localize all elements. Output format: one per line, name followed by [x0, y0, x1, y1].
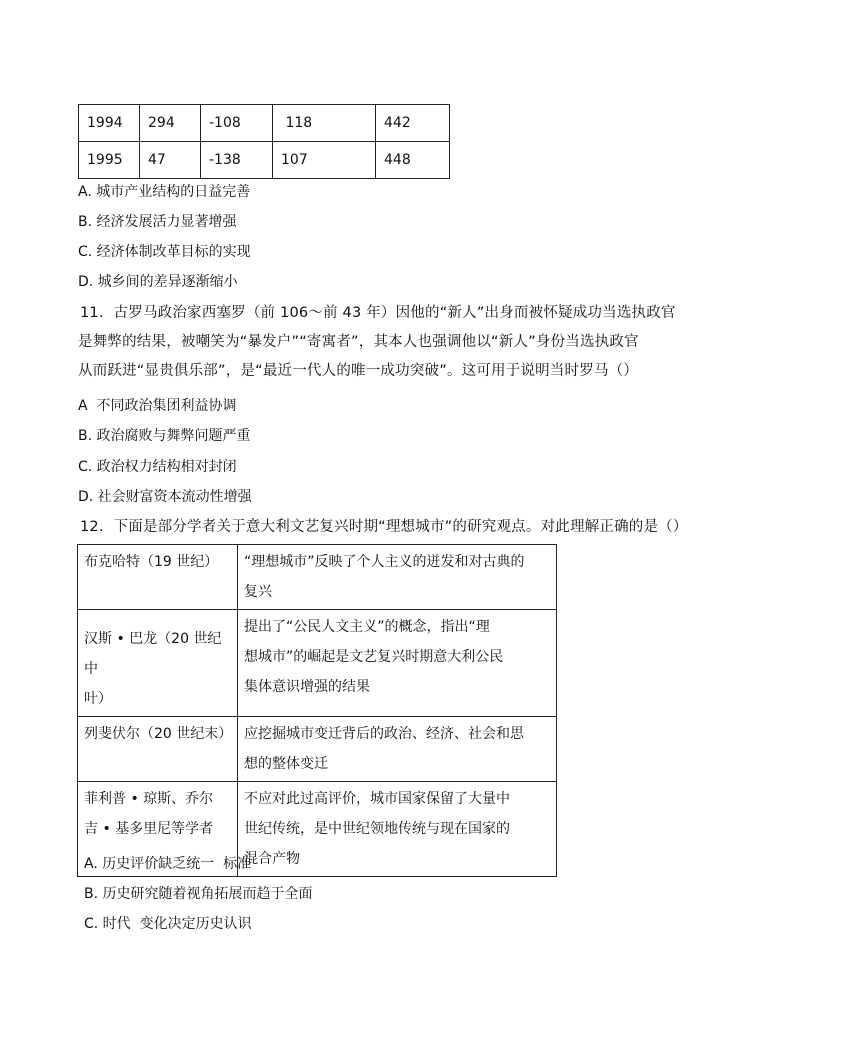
- table-cell: 294: [140, 105, 201, 142]
- view-cell: 不应对此过高评价，城市国家保留了大量中 世纪传统，是中世纪领地传统与现在国家的 混合产物: [238, 782, 557, 877]
- table-cell: -108: [201, 105, 273, 142]
- scholar-views-table: [77, 544, 557, 877]
- q10-option-c: C. 经济体制改革目标的实现: [78, 244, 251, 260]
- table-cell: 1994: [79, 105, 140, 142]
- q12-option-b: B. 历史研究随着视角拓展而趋于全面: [84, 886, 313, 902]
- q11-option-c: C. 政治权力结构相对封闭: [78, 459, 237, 475]
- table-row: [78, 717, 557, 782]
- q12-stem: 12．下面是部分学者关于意大利文艺复兴时期“理想城市”的研究观点。对此理解正确的是（）: [80, 519, 688, 535]
- q11-stem-line-1: 11．古罗马政治家西塞罗（前 106～前 43 年）因他的“新人”出身而被怀疑成功当选执政官: [80, 305, 676, 321]
- table-row: [78, 545, 557, 610]
- table-cell: 47: [140, 142, 201, 179]
- q11-option-a: A 不同政治集团利益协调: [78, 398, 237, 414]
- table-cell: 1995: [79, 142, 140, 179]
- table-row: [79, 142, 450, 179]
- q11-stem-line-2: 是舞弊的结果，被嘲笑为“暴发户”“寄寓者”，其本人也强调他以“新人”身份当选执政官: [78, 334, 639, 350]
- table-cell: -138: [201, 142, 273, 179]
- table-cell: 118: [273, 105, 376, 142]
- scholar-cell: 列斐伏尔（20 世纪末）: [78, 717, 238, 782]
- q11-option-b: B. 政治腐败与舞弊问题严重: [78, 428, 251, 444]
- view-cell: 提出了“公民人文主义”的概念，指出“理 想城市”的崛起是文艺复兴时期意大利公民 集体意识增强的结果: [238, 610, 557, 717]
- view-cell: 应挖掘城市变迁背后的政治、经济、社会和思 想的整体变迁: [238, 717, 557, 782]
- table-row: [79, 105, 450, 142]
- table-row: [78, 610, 557, 717]
- q10-option-b: B. 经济发展活力显著增强: [78, 214, 237, 230]
- scholar-cell: 布克哈特（19 世纪）: [78, 545, 238, 610]
- q10-option-d: D. 城乡间的差异逐渐缩小: [78, 274, 238, 290]
- q12-option-a: A. 历史评价缺乏统一 标准: [84, 856, 252, 872]
- scholar-cell: 汉斯 • 巴龙（20 世纪中 叶）: [78, 610, 238, 717]
- scholar-cell: 菲利普 • 琼斯、乔尔 吉 • 基多里尼等学者: [78, 782, 238, 877]
- q11-option-d: D. 社会财富资本流动性增强: [78, 489, 252, 505]
- data-table-1: [78, 104, 450, 179]
- view-cell: “理想城市”反映了个人主义的迸发和对古典的 复兴: [238, 545, 557, 610]
- table-cell: 448: [376, 142, 450, 179]
- q10-option-a: A. 城市产业结构的日益完善: [78, 184, 251, 200]
- q11-stem-line-3: 从而跃进“显贵俱乐部”，是“最近一代人的唯一成功突破”。这可用于说明当时罗马（）: [78, 363, 639, 379]
- table-cell: 442: [376, 105, 450, 142]
- table-cell: 107: [273, 142, 376, 179]
- q12-option-c: C. 时代 变化决定历史认识: [84, 916, 252, 932]
